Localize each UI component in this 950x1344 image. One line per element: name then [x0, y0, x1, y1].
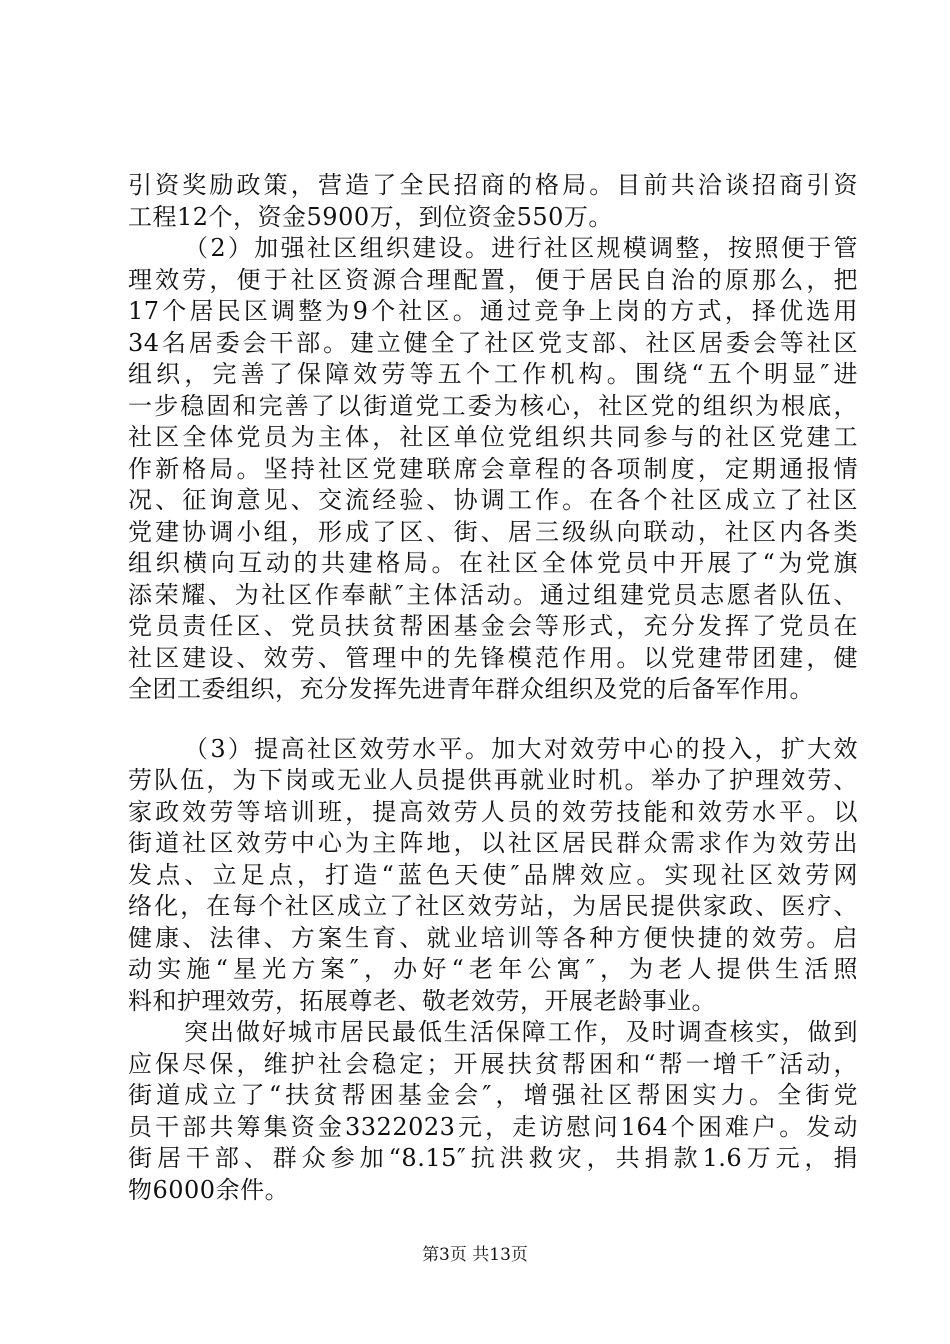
para-security [128, 1017, 858, 1206]
para-service [128, 734, 858, 1018]
text-line: 发点、立足点，打造“蓝色天使″品牌效应。实现社区效劳网 [128, 860, 858, 889]
text-line: 应保尽保，维护社会稳定；开展扶贫帮困和“帮一增千″活动， [128, 1049, 858, 1078]
text-line: 全团工委组织，充分发挥先进青年群众组织及党的后备军作用。 [128, 675, 814, 703]
text-line: 社区全体党员为主体，社区单位党组织共同参与的社区党建工 [128, 423, 858, 451]
text-line: 络化，在每个社区成立了社区效劳站，为居民提供家政、医疗、 [128, 892, 858, 920]
text-line: 作新格局。坚持社区党建联席会章程的各项制度，定期通报情 [128, 454, 858, 483]
page-number: 第3页 共13页 [422, 1245, 528, 1265]
text-line: 劳队伍，为下岗或无业人员提供再就业时机。举办了护理效劳、 [128, 766, 858, 794]
text-line: 料和护理效劳，拓展尊老、敬老效劳，开展老龄事业。 [128, 986, 716, 1015]
text-line: 突出做好城市居民最低生活保障工作，及时调查核实，做到 [184, 1018, 858, 1046]
document-body [128, 170, 858, 1206]
text-line: 工程12个，资金5900万，到位资金550万。 [128, 202, 613, 231]
text-line: 家政效劳等培训班，提高效劳人员的效劳技能和效劳水平。以 [128, 797, 858, 826]
text-line: 社区建设、效劳、管理中的先锋模范作用。以党建带团建，健 [128, 643, 858, 672]
text-line: 党建协调小组，形成了区、街、居三级纵向联动，社区内各类 [128, 517, 858, 546]
text-line: 街道成立了“扶贫帮困基金会″，增强社区帮困实力。全街党 [128, 1081, 858, 1109]
text-line: 一步稳固和完善了以街道党工委为核心，社区党的组织为根底， [128, 391, 858, 420]
paragraph-gap [128, 706, 858, 734]
para-organization [128, 233, 858, 706]
para-investment [128, 170, 858, 233]
text-line: 街居干部、群众参加“8.15″抗洪救灾，共捐款1.6万元，捐 [128, 1144, 858, 1172]
text-line: 党员责任区、党员扶贫帮困基金会等形式，充分发挥了党员在 [128, 612, 858, 640]
text-line: 理效劳，便于社区资源合理配置，便于居民自治的原那么，把 [128, 265, 858, 294]
text-line: 物6000余件。 [128, 1175, 290, 1204]
text-line: 街道社区效劳中心为主阵地，以社区居民群众需求作为效劳出 [128, 829, 858, 857]
text-line: 引资奖励政策，营造了全民招商的格局。目前共洽谈招商引资 [128, 171, 858, 199]
text-line: （2）加强社区组织建设。进行社区规模调整，按照便于管 [184, 234, 858, 262]
text-line: 添荣耀、为社区作奉献″主体活动。通过组建党员志愿者队伍、 [128, 580, 858, 609]
text-line: 组织，完善了保障效劳等五个工作机构。围绕“五个明显″进 [128, 360, 858, 388]
text-line: （3）提高社区效劳水平。加大对效劳中心的投入，扩大效 [184, 734, 858, 763]
text-line: 况、征询意见、交流经验、协调工作。在各个社区成立了社区 [128, 486, 858, 514]
text-line: 健康、法律、方案生育、就业培训等各种方便快捷的效劳。启 [128, 923, 858, 952]
text-line: 动实施“星光方案″，办好“老年公寓″，为老人提供生活照 [128, 955, 858, 983]
text-line: 组织横向互动的共建格局。在社区全体党员中开展了“为党旗 [128, 549, 858, 577]
text-line: 员干部共筹集资金3322023元，走访慰问164个困难户。发动 [128, 1112, 858, 1141]
text-line: 17个居民区调整为9个社区。通过竞争上岗的方式，择优选用 [128, 297, 858, 325]
text-line: 34名居委会干部。建立健全了社区党支部、社区居委会等社区 [128, 328, 858, 357]
